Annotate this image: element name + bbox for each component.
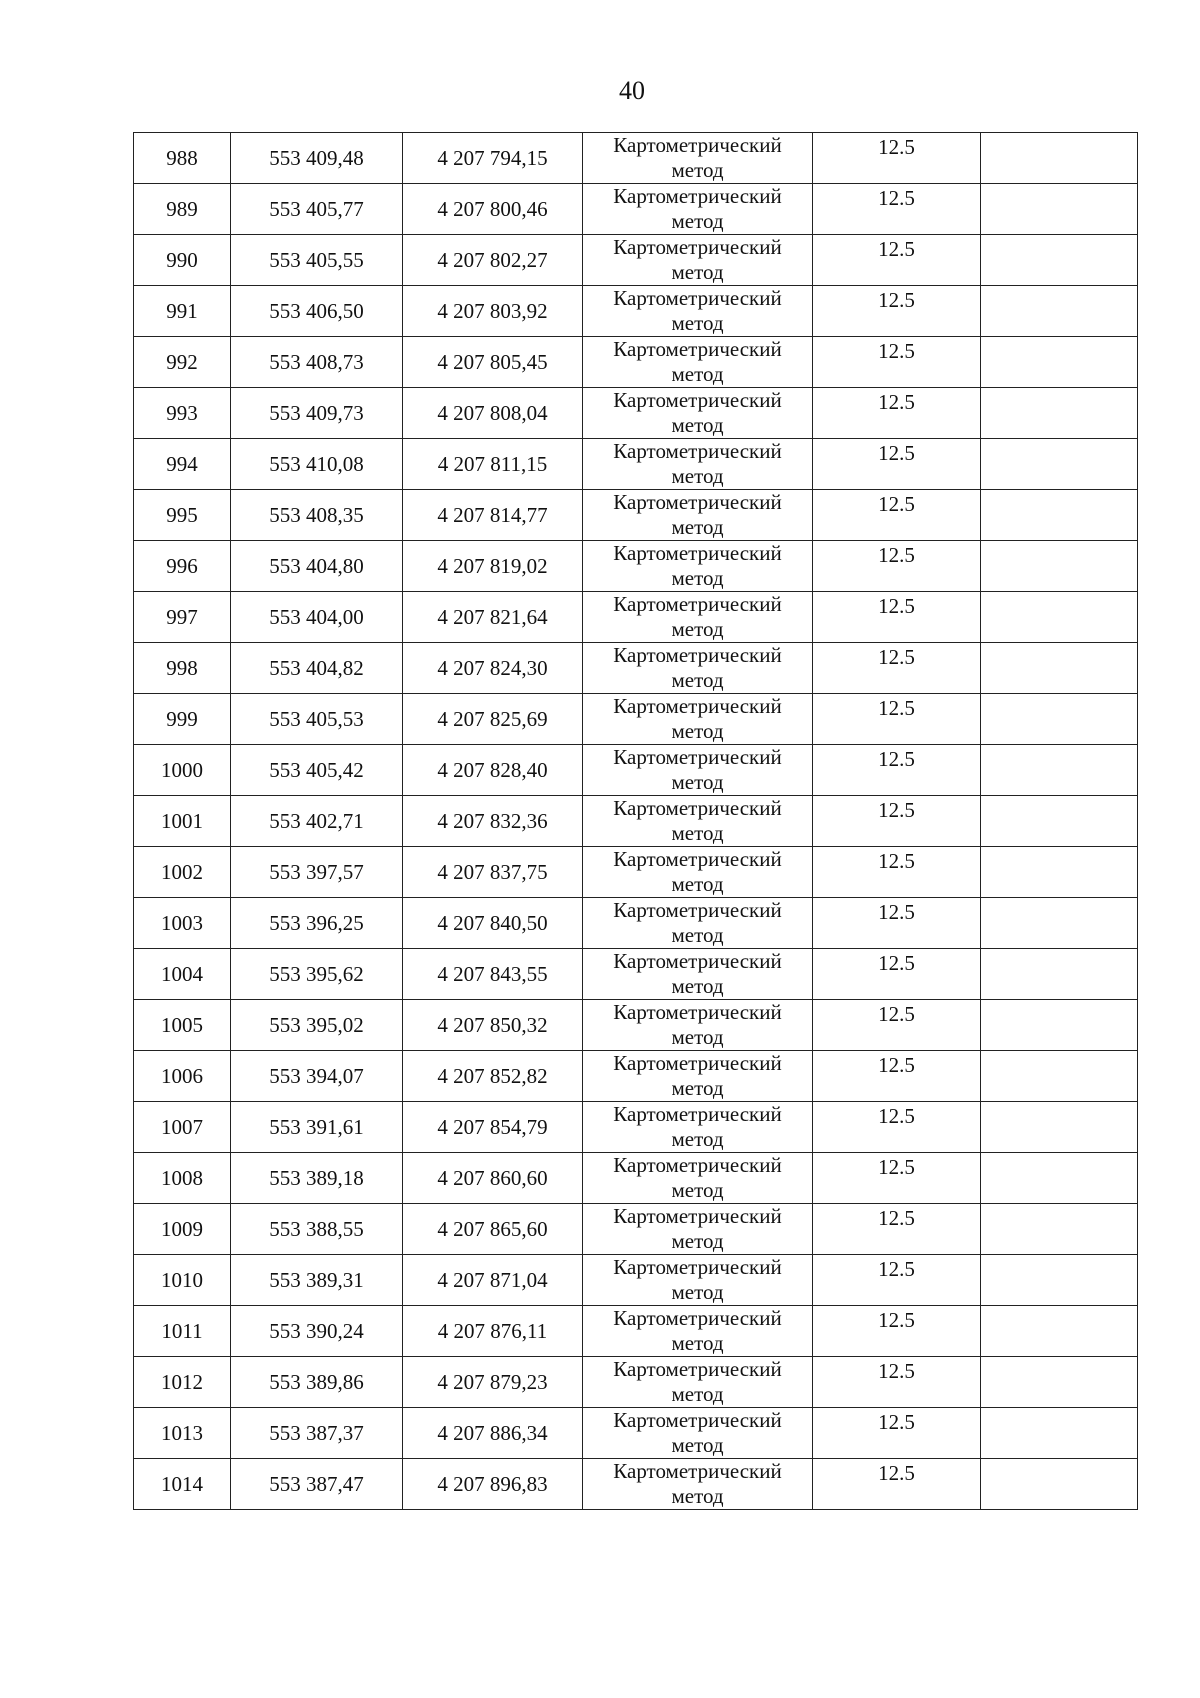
method-cell [583,235,813,286]
coordinates-table [133,132,1138,1510]
x-coordinate-cell: 553 405,42 [231,745,403,796]
note-cell [981,337,1138,388]
note-cell [981,796,1138,847]
method-label-line1: Картометрический [613,1000,782,1024]
method-label-line1: Картометрический [613,1204,782,1228]
note-cell [981,388,1138,439]
note-cell [981,898,1138,949]
method-cell [583,388,813,439]
method-cell [583,286,813,337]
x-coordinate-cell: 553 387,37 [231,1408,403,1459]
point-number-cell: 999 [134,694,231,745]
note-cell [981,1306,1138,1357]
point-number-cell: 993 [134,388,231,439]
y-coordinate-cell: 4 207 886,34 [403,1408,583,1459]
precision-cell: 12.5 [813,1459,981,1510]
precision-cell: 12.5 [813,388,981,439]
method-label-line2: метод [671,311,724,335]
table-row [134,1153,1138,1204]
table-row [134,592,1138,643]
method-label-line2: метод [671,515,724,539]
point-number-cell: 1006 [134,1051,231,1102]
method-label-line1: Картометрический [613,235,782,259]
x-coordinate-cell: 553 402,71 [231,796,403,847]
point-number-cell: 996 [134,541,231,592]
precision-cell: 12.5 [813,1408,981,1459]
method-label-line2: метод [671,362,724,386]
method-label-line1: Картометрический [613,133,782,157]
y-coordinate-cell: 4 207 825,69 [403,694,583,745]
method-cell [583,745,813,796]
y-coordinate-cell: 4 207 860,60 [403,1153,583,1204]
table-row [134,796,1138,847]
point-number-cell: 1007 [134,1102,231,1153]
y-coordinate-cell: 4 207 824,30 [403,643,583,694]
coordinates-table-body [134,133,1138,1510]
method-label-line1: Картометрический [613,286,782,310]
precision-cell: 12.5 [813,745,981,796]
x-coordinate-cell: 553 395,02 [231,1000,403,1051]
precision-cell: 12.5 [813,235,981,286]
table-row [134,643,1138,694]
x-coordinate-cell: 553 406,50 [231,286,403,337]
x-coordinate-cell: 553 408,73 [231,337,403,388]
method-cell [583,1459,813,1510]
method-label-line1: Картометрический [613,1255,782,1279]
point-number-cell: 1003 [134,898,231,949]
y-coordinate-cell: 4 207 814,77 [403,490,583,541]
method-cell [583,1408,813,1459]
y-coordinate-cell: 4 207 837,75 [403,847,583,898]
point-number-cell: 988 [134,133,231,184]
precision-cell: 12.5 [813,286,981,337]
method-label-line2: метод [671,1076,724,1100]
table-row [134,745,1138,796]
method-cell [583,592,813,643]
point-number-cell: 995 [134,490,231,541]
x-coordinate-cell: 553 396,25 [231,898,403,949]
table-row [134,439,1138,490]
point-number-cell: 1008 [134,1153,231,1204]
point-number-cell: 997 [134,592,231,643]
method-cell [583,796,813,847]
method-label-line2: метод [671,158,724,182]
point-number-cell: 1004 [134,949,231,1000]
point-number-cell: 1001 [134,796,231,847]
table-row [134,847,1138,898]
x-coordinate-cell: 553 388,55 [231,1204,403,1255]
note-cell [981,949,1138,1000]
method-cell [583,184,813,235]
note-cell [981,1102,1138,1153]
method-label-line1: Картометрический [613,1357,782,1381]
method-label-line2: метод [671,668,724,692]
method-label-line1: Картометрический [613,1459,782,1483]
method-label-line1: Картометрический [613,949,782,973]
precision-cell: 12.5 [813,949,981,1000]
x-coordinate-cell: 553 409,48 [231,133,403,184]
precision-cell: 12.5 [813,1153,981,1204]
precision-cell: 12.5 [813,694,981,745]
precision-cell: 12.5 [813,796,981,847]
method-label-line2: метод [671,719,724,743]
x-coordinate-cell: 553 397,57 [231,847,403,898]
precision-cell: 12.5 [813,439,981,490]
note-cell [981,235,1138,286]
precision-cell: 12.5 [813,847,981,898]
method-cell [583,1204,813,1255]
point-number-cell: 992 [134,337,231,388]
method-cell [583,337,813,388]
x-coordinate-cell: 553 389,86 [231,1357,403,1408]
point-number-cell: 989 [134,184,231,235]
method-label-line1: Картометрический [613,439,782,463]
point-number-cell: 1002 [134,847,231,898]
x-coordinate-cell: 553 395,62 [231,949,403,1000]
method-label-line2: метод [671,821,724,845]
method-label-line2: метод [671,260,724,284]
x-coordinate-cell: 553 391,61 [231,1102,403,1153]
point-number-cell: 990 [134,235,231,286]
method-cell [583,949,813,1000]
point-number-cell: 1009 [134,1204,231,1255]
method-label-line2: метод [671,617,724,641]
method-label-line2: метод [671,974,724,998]
note-cell [981,1459,1138,1510]
method-cell [583,1051,813,1102]
y-coordinate-cell: 4 207 828,40 [403,745,583,796]
x-coordinate-cell: 553 387,47 [231,1459,403,1510]
x-coordinate-cell: 553 394,07 [231,1051,403,1102]
note-cell [981,694,1138,745]
x-coordinate-cell: 553 390,24 [231,1306,403,1357]
precision-cell: 12.5 [813,592,981,643]
point-number-cell: 1011 [134,1306,231,1357]
table-row [134,1408,1138,1459]
method-label-line1: Картометрический [613,1306,782,1330]
method-label-line1: Картометрический [613,541,782,565]
method-label-line1: Картометрический [613,1408,782,1432]
x-coordinate-cell: 553 410,08 [231,439,403,490]
y-coordinate-cell: 4 207 840,50 [403,898,583,949]
method-label-line2: метод [671,1382,724,1406]
method-cell [583,643,813,694]
method-label-line2: метод [671,413,724,437]
method-cell [583,847,813,898]
precision-cell: 12.5 [813,1255,981,1306]
method-label-line1: Картометрический [613,1051,782,1075]
method-label-line1: Картометрический [613,745,782,769]
page-number: 40 [619,76,645,105]
method-label-line2: метод [671,566,724,590]
point-number-cell: 1000 [134,745,231,796]
note-cell [981,1357,1138,1408]
point-number-cell: 994 [134,439,231,490]
precision-cell: 12.5 [813,490,981,541]
point-number-cell: 1013 [134,1408,231,1459]
precision-cell: 12.5 [813,643,981,694]
y-coordinate-cell: 4 207 876,11 [403,1306,583,1357]
y-coordinate-cell: 4 207 803,92 [403,286,583,337]
note-cell [981,1408,1138,1459]
method-cell [583,1000,813,1051]
x-coordinate-cell: 553 404,80 [231,541,403,592]
precision-cell: 12.5 [813,337,981,388]
precision-cell: 12.5 [813,541,981,592]
note-cell [981,490,1138,541]
precision-cell: 12.5 [813,1204,981,1255]
table-row [134,388,1138,439]
method-cell [583,898,813,949]
note-cell [981,286,1138,337]
y-coordinate-cell: 4 207 794,15 [403,133,583,184]
point-number-cell: 991 [134,286,231,337]
precision-cell: 12.5 [813,1357,981,1408]
method-label-line2: метод [671,770,724,794]
y-coordinate-cell: 4 207 871,04 [403,1255,583,1306]
table-row [134,235,1138,286]
method-cell [583,1255,813,1306]
method-cell [583,1357,813,1408]
method-label-line2: метод [671,209,724,233]
x-coordinate-cell: 553 404,00 [231,592,403,643]
method-label-line1: Картометрический [613,490,782,514]
x-coordinate-cell: 553 405,53 [231,694,403,745]
method-label-line2: метод [671,872,724,896]
method-cell [583,1306,813,1357]
y-coordinate-cell: 4 207 865,60 [403,1204,583,1255]
y-coordinate-cell: 4 207 879,23 [403,1357,583,1408]
method-label-line2: метод [671,464,724,488]
x-coordinate-cell: 553 389,31 [231,1255,403,1306]
note-cell [981,184,1138,235]
method-label-line1: Картометрический [613,337,782,361]
note-cell [981,1051,1138,1102]
note-cell [981,1000,1138,1051]
method-label-line1: Картометрический [613,643,782,667]
x-coordinate-cell: 553 408,35 [231,490,403,541]
method-cell [583,541,813,592]
table-row [134,1459,1138,1510]
table-row [134,1102,1138,1153]
precision-cell: 12.5 [813,184,981,235]
point-number-cell: 1012 [134,1357,231,1408]
note-cell [981,133,1138,184]
precision-cell: 12.5 [813,133,981,184]
method-label-line2: метод [671,1433,724,1457]
precision-cell: 12.5 [813,1000,981,1051]
note-cell [981,745,1138,796]
table-row [134,184,1138,235]
table-row [134,898,1138,949]
table-row [134,286,1138,337]
y-coordinate-cell: 4 207 852,82 [403,1051,583,1102]
method-cell [583,694,813,745]
method-cell [583,1102,813,1153]
method-label-line1: Картометрический [613,694,782,718]
x-coordinate-cell: 553 405,55 [231,235,403,286]
method-cell [583,439,813,490]
note-cell [981,1204,1138,1255]
table-row [134,1255,1138,1306]
table-row [134,1306,1138,1357]
method-label-line1: Картометрический [613,796,782,820]
method-label-line1: Картометрический [613,1153,782,1177]
method-label-line1: Картометрический [613,898,782,922]
x-coordinate-cell: 553 389,18 [231,1153,403,1204]
method-cell [583,1153,813,1204]
y-coordinate-cell: 4 207 850,32 [403,1000,583,1051]
method-label-line2: метод [671,1484,724,1508]
precision-cell: 12.5 [813,898,981,949]
method-label-line2: метод [671,1025,724,1049]
y-coordinate-cell: 4 207 819,02 [403,541,583,592]
method-label-line2: метод [671,1229,724,1253]
x-coordinate-cell: 553 404,82 [231,643,403,694]
note-cell [981,1153,1138,1204]
note-cell [981,1255,1138,1306]
note-cell [981,643,1138,694]
precision-cell: 12.5 [813,1051,981,1102]
y-coordinate-cell: 4 207 802,27 [403,235,583,286]
note-cell [981,439,1138,490]
y-coordinate-cell: 4 207 800,46 [403,184,583,235]
method-cell [583,133,813,184]
y-coordinate-cell: 4 207 821,64 [403,592,583,643]
method-label-line1: Картометрический [613,592,782,616]
method-label-line2: метод [671,1331,724,1355]
table-row [134,1000,1138,1051]
table-row [134,949,1138,1000]
point-number-cell: 1010 [134,1255,231,1306]
x-coordinate-cell: 553 405,77 [231,184,403,235]
table-row [134,694,1138,745]
precision-cell: 12.5 [813,1306,981,1357]
table-row [134,541,1138,592]
point-number-cell: 1014 [134,1459,231,1510]
table-row [134,490,1138,541]
precision-cell: 12.5 [813,1102,981,1153]
y-coordinate-cell: 4 207 805,45 [403,337,583,388]
table-row [134,337,1138,388]
method-cell [583,490,813,541]
y-coordinate-cell: 4 207 896,83 [403,1459,583,1510]
method-label-line2: метод [671,1127,724,1151]
point-number-cell: 998 [134,643,231,694]
method-label-line1: Картометрический [613,1102,782,1126]
y-coordinate-cell: 4 207 832,36 [403,796,583,847]
y-coordinate-cell: 4 207 843,55 [403,949,583,1000]
y-coordinate-cell: 4 207 811,15 [403,439,583,490]
table-row [134,1357,1138,1408]
note-cell [981,541,1138,592]
point-number-cell: 1005 [134,1000,231,1051]
method-label-line2: метод [671,923,724,947]
note-cell [981,847,1138,898]
table-row [134,133,1138,184]
method-label-line1: Картометрический [613,847,782,871]
table-row [134,1051,1138,1102]
method-label-line2: метод [671,1178,724,1202]
x-coordinate-cell: 553 409,73 [231,388,403,439]
method-label-line1: Картометрический [613,388,782,412]
method-label-line2: метод [671,1280,724,1304]
y-coordinate-cell: 4 207 854,79 [403,1102,583,1153]
y-coordinate-cell: 4 207 808,04 [403,388,583,439]
note-cell [981,592,1138,643]
table-row [134,1204,1138,1255]
method-label-line1: Картометрический [613,184,782,208]
